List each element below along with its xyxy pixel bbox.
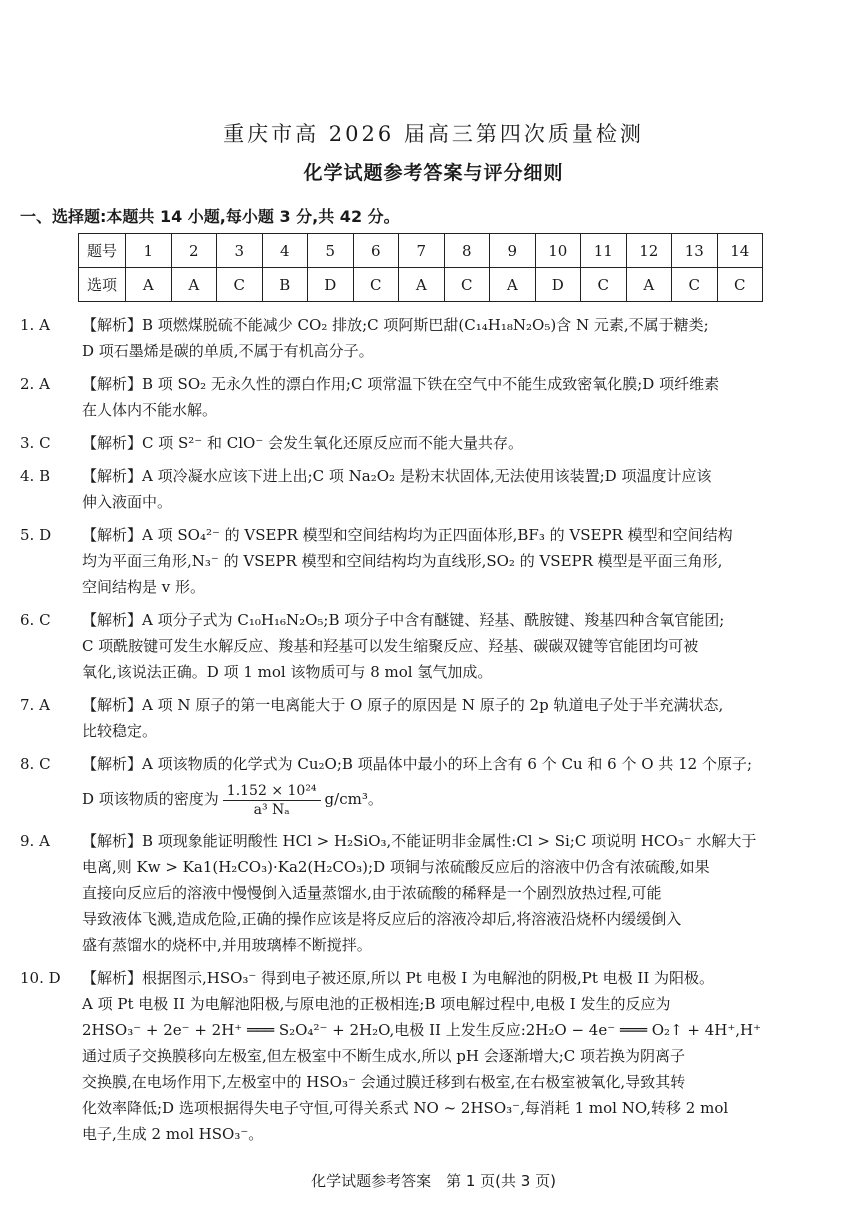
answer-choice-cell: A <box>399 268 445 302</box>
question-number-cell: 11 <box>581 234 627 268</box>
explanation-item <box>20 607 850 685</box>
item-number: 3. C <box>20 434 51 452</box>
answer-choice-cell: A <box>626 268 672 302</box>
explanation-text <box>20 607 850 685</box>
question-number-cell: 1 <box>126 234 172 268</box>
answer-row-header: 选项 <box>79 268 126 302</box>
explanation-line: 伸入液面中。 <box>82 493 173 511</box>
page-footer: 化学试题参考答案 第 1 页(共 3 页) <box>311 1172 556 1190</box>
explanation-line: 电离,则 Kw > Ka1(H₂CO₃)·Ka2(H₂CO₃);D 项铜与浓硫酸反应后的溶液中仍含有浓硫酸,如果 <box>82 858 710 876</box>
item-number: 2. A <box>20 375 50 393</box>
explanation-text <box>20 371 850 423</box>
number-row-header: 题号 <box>79 234 126 268</box>
explanation-item <box>20 692 850 744</box>
question-number-cell: 7 <box>399 234 445 268</box>
explanation-text <box>20 965 850 1147</box>
question-number-cell: 10 <box>535 234 581 268</box>
question-number-cell: 6 <box>353 234 399 268</box>
question-number-cell: 9 <box>490 234 536 268</box>
fraction-denominator: a³ Nₐ <box>253 801 290 818</box>
explanation-line: 导致液体飞溅,造成危险,正确的操作应该是将反应后的溶液冷却后,将溶液沿烧杯内缓缓倒入 <box>82 910 682 928</box>
explanation-text <box>20 828 850 958</box>
explanation-line: 【解析】A 项 SO₄²⁻ 的 VSEPR 模型和空间结构均为正四面体形,BF₃ 的 VSEPR 模型和空间结构 <box>82 526 733 544</box>
item-number: 5. D <box>20 526 52 544</box>
explanation-line: 【解析】A 项分子式为 C₁₀H₁₆N₂O₅;B 项分子中含有醚键、羟基、酰胺键、羧基四种含氧官能团; <box>82 611 725 629</box>
answer-choice-cell: C <box>717 268 763 302</box>
question-number-cell: 8 <box>444 234 490 268</box>
answer-choice-cell: D <box>308 268 354 302</box>
exam-subtitle: 化学试题参考答案与评分细则 <box>303 162 564 184</box>
explanation-line: 通过质子交换膜移向左极室,但左极室中不断生成水,所以 pH 会逐渐增大;C 项若换为阴离子 <box>82 1047 686 1065</box>
fraction-numerator: 1.152 × 10²⁴ <box>223 782 321 801</box>
formula-prefix: D 项该物质的密度为 <box>82 790 219 808</box>
explanation-item <box>20 965 850 1147</box>
answer-choice-cell: C <box>444 268 490 302</box>
explanation-text <box>20 312 850 364</box>
answer-choice-cell: D <box>535 268 581 302</box>
explanation-line: A 项 Pt 电极 II 为电解池阳极,与原电池的正极相连;B 项电解过程中,电极 I 发生的反应为 <box>82 995 671 1013</box>
explanation-line: 【解析】根据图示,HSO₃⁻ 得到电子被还原,所以 Pt 电极 I 为电解池的阴极,Pt 电极 II 为阳极。 <box>82 969 715 987</box>
explanation-line: 【解析】A 项 N 原子的第一电离能大于 O 原子的原因是 N 原子的 2p 轨道电子处于半充满状态, <box>82 696 724 714</box>
explanation-item <box>20 430 850 456</box>
item-number: 1. A <box>20 316 50 334</box>
item-number: 7. A <box>20 696 50 714</box>
explanation-list <box>20 312 850 1154</box>
explanation-text <box>20 522 850 600</box>
explanation-line: 【解析】B 项 SO₂ 无永久性的漂白作用;C 项常温下铁在空气中不能生成致密氧化膜;D 项纤维素 <box>82 375 720 393</box>
density-fraction <box>223 782 321 819</box>
explanation-line: 比较稳定。 <box>82 722 158 740</box>
question-number-cell: 3 <box>217 234 263 268</box>
question-number-cell: 14 <box>717 234 763 268</box>
answer-choice-cell: A <box>490 268 536 302</box>
explanation-text <box>20 692 850 744</box>
answer-choice-cell: B <box>262 268 308 302</box>
explanation-line: C 项酰胺键可发生水解反应、羧基和羟基可以发生缩聚反应、羟基、碳碳双键等官能团均可被 <box>82 637 699 655</box>
explanation-line: 在人体内不能水解。 <box>82 401 218 419</box>
explanation-text <box>20 751 850 821</box>
explanation-item <box>20 828 850 958</box>
section-heading: 一、选择题:本题共 14 小题,每小题 3 分,共 42 分。 <box>20 207 400 226</box>
explanation-line: 2HSO₃⁻ + 2e⁻ + 2H⁺ ═══ S₂O₄²⁻ + 2H₂O,电极 II 上发生反应:2H₂O − 4e⁻ ═══ O₂↑ + 4H⁺,H⁺ <box>82 1021 762 1039</box>
explanation-line: 均为平面三角形,N₃⁻ 的 VSEPR 模型和空间结构均为直线形,SO₂ 的 VSEPR 模型是平面三角形, <box>82 552 723 570</box>
explanation-line: 【解析】A 项冷凝水应该下进上出;C 项 Na₂O₂ 是粉末状固体,无法使用该装置;D 项温度计应该 <box>82 467 712 485</box>
explanation-line: 盛有蒸馏水的烧杯中,并用玻璃棒不断搅拌。 <box>82 936 372 954</box>
density-formula-line <box>82 777 850 821</box>
explanation-item <box>20 463 850 515</box>
explanation-item <box>20 312 850 364</box>
answer-choice-cell: A <box>171 268 217 302</box>
explanation-line: 直接向反应后的溶液中慢慢倒入适量蒸馏水,由于浓硫酸的稀释是一个剧烈放热过程,可能 <box>82 884 662 902</box>
explanation-line: 电子,生成 2 mol HSO₃⁻。 <box>82 1125 264 1143</box>
explanation-item <box>20 371 850 423</box>
exam-title: 重庆市高 2026 届高三第四次质量检测 <box>223 122 644 146</box>
item-number: 4. B <box>20 467 51 485</box>
question-number-cell: 2 <box>171 234 217 268</box>
explanation-text <box>20 430 850 456</box>
answer-table-number-row <box>79 234 763 268</box>
question-number-cell: 5 <box>308 234 354 268</box>
explanation-line: 交换膜,在电场作用下,左极室中的 HSO₃⁻ 会通过膜迁移到右极室,在右极室被氧化,导致其转 <box>82 1073 686 1091</box>
explanation-text <box>20 463 850 515</box>
explanation-line: 【解析】B 项燃煤脱硫不能减少 CO₂ 排放;C 项阿斯巴甜(C₁₄H₁₈N₂O₅)含 N 元素,不属于糖类; <box>82 316 709 334</box>
explanation-line: 【解析】B 项现象能证明酸性 HCl > H₂SiO₃,不能证明非金属性:Cl > Si;C 项说明 HCO₃⁻ 水解大于 <box>82 832 757 850</box>
explanation-line: 化效率降低;D 选项根据得失电子守恒,可得关系式 NO ~ 2HSO₃⁻,每消耗 1 mol NO,转移 2 mol <box>82 1099 729 1117</box>
explanation-item <box>20 522 850 600</box>
answer-choice-cell: C <box>353 268 399 302</box>
question-number-cell: 13 <box>672 234 718 268</box>
answer-table <box>78 233 763 302</box>
explanation-item <box>20 751 850 821</box>
explanation-line: 【解析】A 项该物质的化学式为 Cu₂O;B 项晶体中最小的环上含有 6 个 Cu 和 6 个 O 共 12 个原子; <box>82 755 753 773</box>
explanation-line: D 项石墨烯是碳的单质,不属于有机高分子。 <box>82 342 374 360</box>
explanation-line: 氧化,该说法正确。D 项 1 mol 该物质可与 8 mol 氢气加成。 <box>82 663 493 681</box>
formula-unit: g/cm³。 <box>324 790 383 808</box>
answer-choice-cell: C <box>672 268 718 302</box>
item-number: 10. D <box>20 969 61 987</box>
item-number: 6. C <box>20 611 51 629</box>
answer-choice-cell: A <box>126 268 172 302</box>
answer-choice-cell: C <box>581 268 627 302</box>
answer-choice-cell: C <box>217 268 263 302</box>
explanation-line: 【解析】C 项 S²⁻ 和 ClO⁻ 会发生氧化还原反应而不能大量共存。 <box>82 434 524 452</box>
item-number: 8. C <box>20 755 51 773</box>
question-number-cell: 4 <box>262 234 308 268</box>
item-number: 9. A <box>20 832 50 850</box>
answer-table-answer-row <box>79 268 763 302</box>
explanation-line: 空间结构是 v 形。 <box>82 578 206 596</box>
question-number-cell: 12 <box>626 234 672 268</box>
